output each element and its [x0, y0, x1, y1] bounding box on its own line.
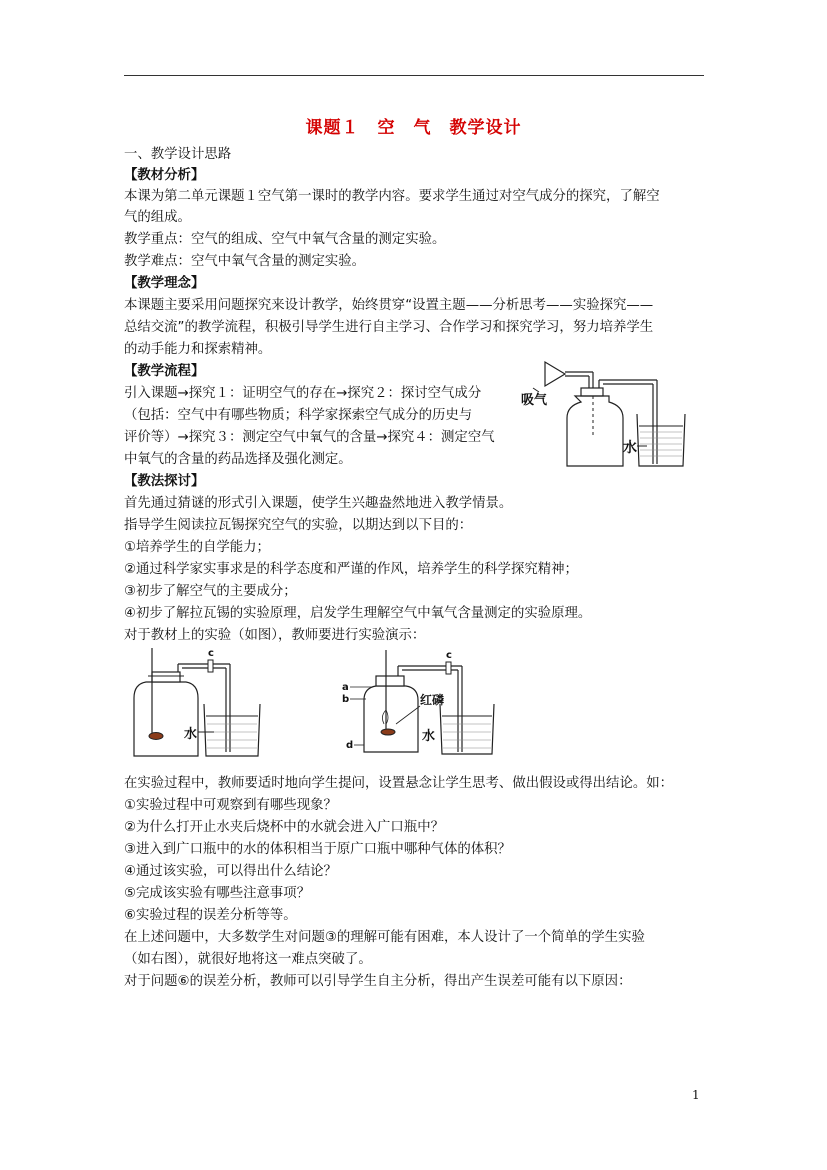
- text-line: ⑤完成该实验有哪些注意事项？: [124, 886, 311, 901]
- text-line: 一、教学设计思路: [124, 147, 232, 162]
- text-line: ④通过该实验，可以得出什么结论？: [124, 864, 337, 879]
- text-line: 本课为第二单元课题１空气第一课时的教学内容。要求学生通过对空气成分的探究，了解空: [124, 189, 660, 204]
- text-line: 的动手能力和探索精神。: [124, 342, 272, 357]
- text-line: 首先通过猜谜的形式引入课题，使学生兴趣盎然地进入教学情景。: [124, 496, 513, 511]
- clamp-label: c: [208, 648, 214, 659]
- section-heading: 【教学流程】: [124, 364, 205, 379]
- section-heading: 【教材分析】: [124, 168, 205, 183]
- text-line: 气的组成。: [124, 210, 191, 225]
- page-title: 课题１ 空 气 教学设计: [305, 118, 522, 138]
- label-b: b: [342, 694, 350, 705]
- text-line: 本课题主要采用问题探究来设计教学，始终贯穿“设置主题——分析思考——实验探究——: [124, 298, 654, 313]
- section-heading: 【教学理念】: [124, 276, 205, 291]
- text-line: 教学难点：空气中氧气含量的测定实验。: [124, 254, 366, 269]
- text-line: ③进入到广口瓶中的水的体积相当于原广口瓶中哪种气体的体积？: [124, 842, 511, 857]
- text-line: 引入课题→探究１：证明空气的存在→探究２：探讨空气成分: [124, 386, 482, 401]
- label-d: d: [346, 740, 354, 751]
- text-line: 总结交流”的教学流程，积极引导学生进行自主学习、合作学习和探究学习，努力培养学生: [124, 320, 654, 335]
- water-label: 水: [623, 440, 637, 456]
- text-line: 在上述问题中，大多数学生对问题③的理解可能有困难，本人设计了一个简单的学生实验: [124, 930, 645, 945]
- water-label: 水: [184, 727, 198, 742]
- text-line: ⑥实验过程的误差分析等等。: [124, 908, 297, 923]
- header-rule: [124, 75, 704, 76]
- text-line: 对于教材上的实验（如图），教师要进行实验演示：: [124, 628, 426, 643]
- text-line: ①实验过程中可观察到有哪些现象？: [124, 798, 337, 813]
- text-line: ②通过科学家实事求是的科学态度和严谨的作风，培养学生的科学探究精神；: [124, 562, 578, 577]
- text-line: （包括：空气中有哪些物质；科学家探索空气成分的历史与: [124, 408, 473, 423]
- section-heading: 【教法探讨】: [124, 474, 205, 489]
- red-phosphorus-label: 红磷: [420, 693, 445, 707]
- label-a: a: [342, 682, 349, 693]
- textbook-apparatus-figure-2: [340, 644, 496, 760]
- text-line: ③初步了解空气的主要成分；: [124, 584, 297, 599]
- text-line: ④初步了解拉瓦锡的实验原理，启发学生理解空气中氧气含量测定的实验原理。: [124, 606, 592, 621]
- suction-apparatus-figure: [515, 358, 693, 470]
- text-line: 对于问题⑥的误差分析，教师可以引导学生自主分析，得出产生误差可能有以下原因：: [124, 974, 632, 989]
- text-line: 评价等）→探究３：测定空气中氧气的含量→探究４：测定空气: [124, 430, 495, 445]
- page-number: 1: [692, 1088, 700, 1102]
- text-line: ②为什么打开止水夹后烧杯中的水就会进入广口瓶中？: [124, 820, 444, 835]
- text-line: 指导学生阅读拉瓦锡探究空气的实验，以期达到以下目的：: [124, 518, 473, 533]
- text-line: ①培养学生的自学能力；: [124, 540, 270, 555]
- clamp-label: c: [446, 650, 452, 661]
- suck-label: 吸气: [521, 393, 548, 408]
- text-line: 在实验过程中，教师要适时地向学生提问，设置悬念让学生思考、做出假设或得出结论。如：: [124, 776, 674, 791]
- textbook-apparatus-figure-1: [124, 644, 264, 760]
- text-line: 教学重点：空气的组成、空气中氧气含量的测定实验。: [124, 232, 446, 247]
- water-label: 水: [422, 729, 436, 744]
- text-line: 中氧气的含量的药品选择及强化测定。: [124, 452, 352, 467]
- text-line: （如右图），就很好地将这一难点突破了。: [124, 952, 372, 967]
